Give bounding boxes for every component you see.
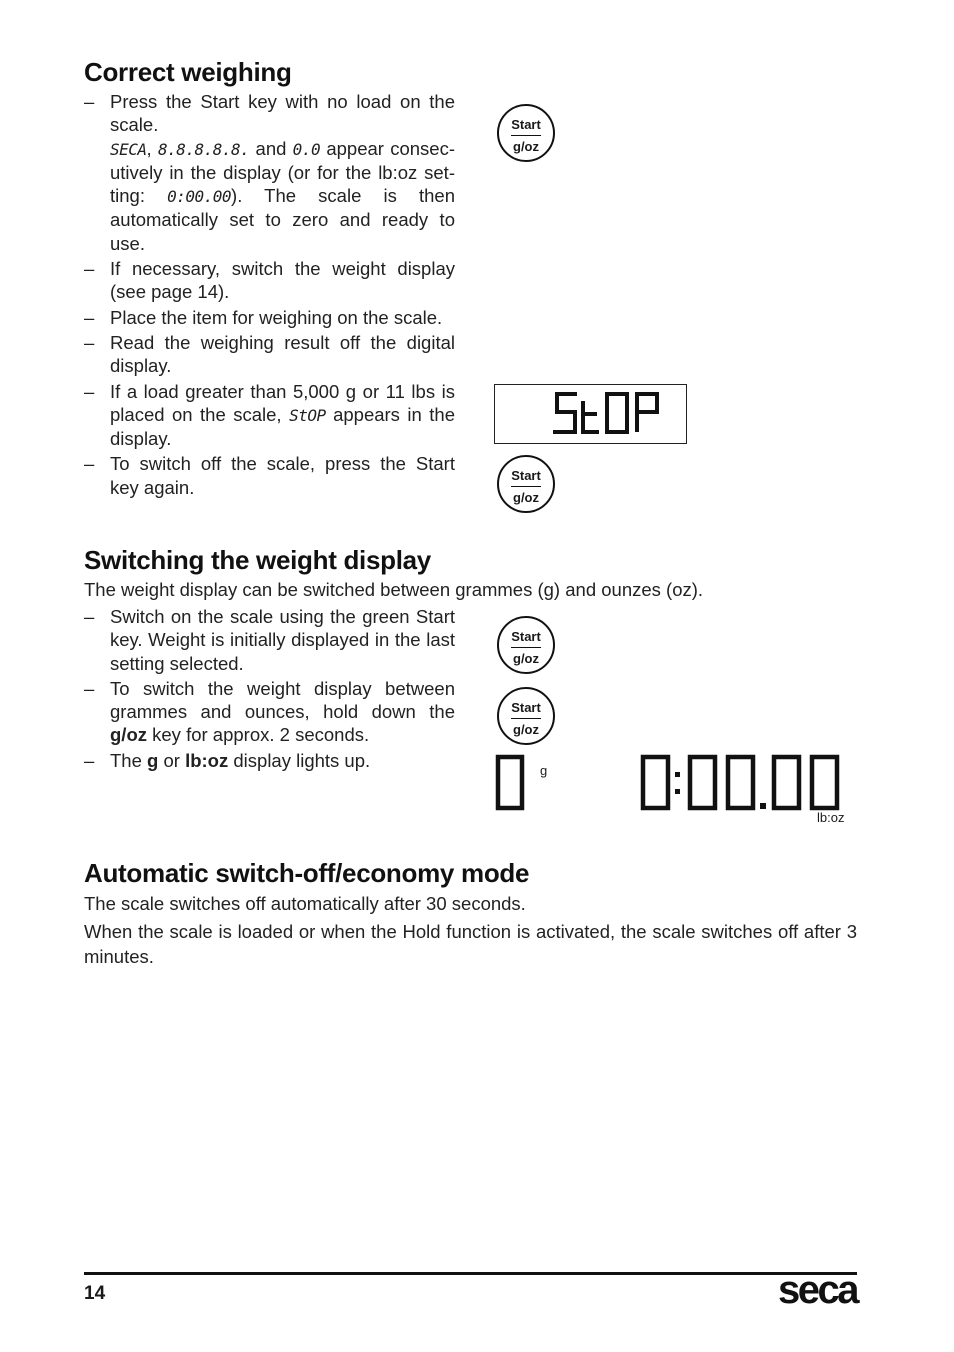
- page-number: 14: [84, 1283, 106, 1304]
- lcd-gram-zero: [494, 754, 534, 812]
- switching-list: [84, 605, 455, 772]
- seca-logo: seca: [778, 1268, 857, 1312]
- list-item: – To switch off the scale, press the Start key again.: [84, 453, 455, 498]
- auto-paragraph-2: When the scale is loaded or when the Hold function is activated, the scale switches off after 3 minutes.: [84, 921, 857, 967]
- lcd-lboz-zero: [640, 754, 840, 812]
- lcd-text-stop: StOP: [289, 405, 326, 425]
- correct-weighing-list: [84, 90, 455, 499]
- heading-switching-weight-display: Switching the weight display: [84, 545, 431, 575]
- lcd-text-seca: SECA: [110, 139, 147, 159]
- heading-automatic-switch-off: Automatic switch-off/economy mode: [84, 858, 530, 888]
- heading-correct-weighing: Correct weighing: [84, 57, 292, 87]
- lcd-display-stop: [494, 384, 687, 444]
- lcd-stop-digits: [495, 385, 686, 443]
- lcd-text-lboz-zero: 0:00.00: [167, 187, 232, 207]
- list-item: – Read the weighing result off the digital display.: [84, 331, 455, 377]
- auto-paragraph-1: The scale switches off automatically after 30 seconds.: [84, 893, 526, 914]
- lcd-text-zero: 0.0: [292, 139, 321, 159]
- list-item: – If necessary, switch the weight display (see page 14).: [84, 258, 455, 303]
- lcd-text-all-segments: 8.8.8.8.8.: [157, 139, 250, 159]
- list-item: – The g or lb:oz display lights up.: [84, 749, 371, 771]
- lboz-unit-label: lb:oz: [817, 810, 845, 825]
- footer-rule: [84, 1272, 857, 1275]
- start-goz-key-icon: Start g/oz: [497, 104, 555, 162]
- list-item: – Switch on the scale using the green Start key. Weight is initially displayed in the last setting selected.: [84, 606, 455, 674]
- list-item: – Press the Start key with no load on the scale. SECA, 8.8.8.8.8. and 0.0 appear consec-utively in the display (or for the lb:oz set-ting: 0:00.00). The scale is then automatically set to zero and ready to use.: [84, 91, 455, 254]
- list-item: – To switch the weight display between grammes and ounces, hold down the g/oz key for approx. 2 seconds.: [84, 677, 455, 746]
- start-goz-key-icon: Start g/oz: [497, 616, 555, 674]
- list-item: – Place the item for weighing on the scale.: [84, 306, 443, 328]
- gram-unit-label: g: [540, 763, 548, 778]
- start-goz-key-icon: Start g/oz: [497, 455, 555, 513]
- list-item: – If a load greater than 5,000 g or 11 lbs is placed on the scale, StOP appears in the display.: [84, 380, 456, 450]
- start-goz-key-icon: Start g/oz: [497, 687, 555, 745]
- switching-intro: The weight display can be switched between grammes (g) and ounzes (oz).: [84, 579, 704, 600]
